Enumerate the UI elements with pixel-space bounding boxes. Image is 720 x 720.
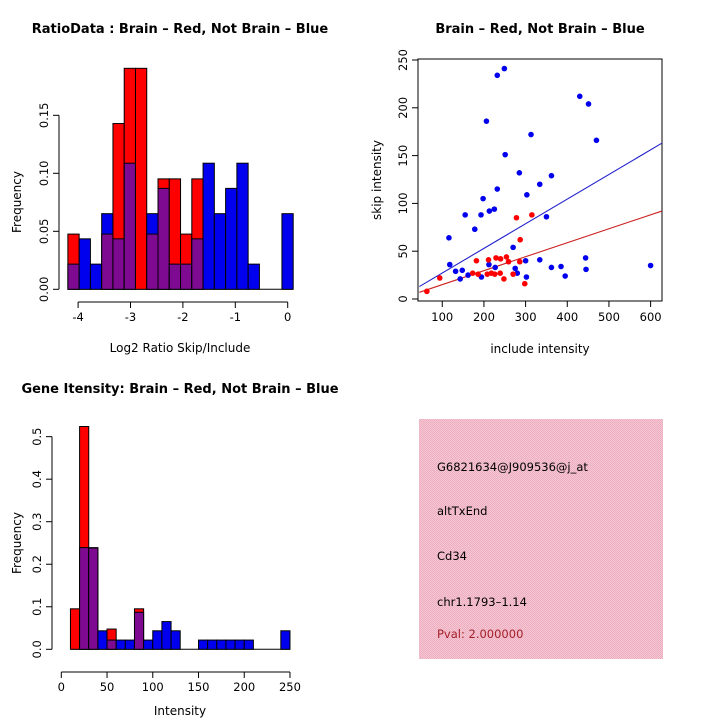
scatter-point-blue — [586, 101, 592, 107]
scatter-point-blue — [492, 265, 498, 271]
probe-id-text: G6821634@J909536@j_at — [437, 460, 588, 474]
scatter-title: Brain – Red, Not Brain – Blue — [435, 22, 645, 37]
histogram-bar — [125, 640, 134, 649]
scatter-point-blue — [583, 267, 589, 273]
scatter-point-red — [437, 275, 443, 281]
y-axis-tick-label: 50 — [396, 243, 410, 259]
scatter-point-blue — [486, 262, 492, 268]
scatter-point-blue — [524, 274, 530, 280]
histogram-bar — [235, 640, 244, 649]
histogram-bar — [203, 163, 214, 289]
gene-histogram-xlabel: Intensity — [153, 704, 207, 718]
gene-histogram-title: Gene Itensity: Brain – Red, Not Brain – Blue — [21, 382, 339, 397]
histogram-bar — [79, 239, 90, 289]
histogram-bar — [144, 640, 153, 649]
scatter-point-blue — [457, 276, 463, 282]
y-axis-tick-label: 0 — [396, 295, 410, 303]
scatter-point-blue — [549, 265, 555, 271]
histogram-bar — [282, 214, 293, 290]
x-axis-tick-label: 50 — [99, 680, 115, 694]
pval-text: Pval: 2.000000 — [437, 627, 524, 641]
scatter-point-red — [498, 256, 504, 262]
x-axis-tick-label: -4 — [72, 310, 84, 324]
x-axis-tick-label: 600 — [639, 310, 662, 324]
x-axis-tick-label: 200 — [472, 310, 495, 324]
y-axis-tick-label: 250 — [396, 49, 410, 71]
scatter-point-blue — [537, 257, 543, 263]
y-axis-tick-label: 150 — [396, 144, 410, 167]
scatter-point-blue — [558, 264, 564, 270]
scatter-point-blue — [537, 181, 543, 187]
histogram-overlap-bar — [89, 548, 98, 649]
histogram-overlap-bar — [192, 239, 203, 289]
scatter-point-blue — [549, 173, 555, 179]
scatter-point-red — [517, 237, 523, 243]
gene-histogram-plot-svg — [0, 360, 360, 720]
ratio-histogram-panel — [0, 0, 360, 360]
histogram-overlap-bar — [124, 163, 135, 289]
x-axis-tick-label: 500 — [597, 310, 620, 324]
histogram-overlap-bar — [181, 264, 192, 289]
y-axis-tick-label: 100 — [396, 192, 410, 215]
scatter-point-blue — [478, 212, 484, 218]
scatter-point-blue — [484, 118, 490, 124]
ratio-histogram-ylabel: Frequency — [10, 171, 24, 233]
histogram-overlap-bar — [169, 264, 180, 289]
scatter-point-blue — [446, 235, 452, 241]
scatter-point-blue — [562, 273, 568, 279]
y-axis-tick-label: 0.10 — [37, 160, 51, 187]
y-axis-tick-label: 0.00 — [37, 276, 51, 303]
histogram-overlap-bar — [113, 239, 124, 289]
scatter-point-blue — [480, 196, 486, 202]
x-axis-tick-label: 300 — [514, 310, 537, 324]
scatter-point-blue — [524, 192, 530, 198]
scatter-point-red — [522, 281, 528, 287]
y-axis-tick-label: 0.5 — [30, 427, 44, 446]
y-axis-tick-label: 200 — [396, 96, 410, 119]
scatter-point-blue — [502, 152, 508, 158]
x-axis-tick-label: -3 — [124, 310, 137, 324]
scatter-point-blue — [544, 214, 550, 220]
histogram-bar — [199, 640, 208, 649]
histogram-bar — [208, 640, 217, 649]
histogram-bar — [153, 631, 162, 650]
scatter-point-blue — [523, 258, 529, 264]
histogram-bar — [226, 640, 235, 649]
scatter-point-red — [470, 270, 476, 276]
scatter-ylabel: skip intensity — [370, 140, 384, 220]
histogram-bar — [226, 188, 237, 289]
scatter-point-blue — [472, 226, 478, 232]
x-axis-tick-label: 100 — [141, 680, 164, 694]
scatter-point-red — [504, 254, 510, 260]
info-panel — [360, 360, 720, 720]
scatter-point-blue — [510, 245, 516, 251]
scatter-point-red — [492, 271, 498, 277]
histogram-overlap-bar — [134, 612, 143, 649]
histogram-bar — [162, 622, 171, 650]
x-axis-tick-label: 200 — [233, 680, 256, 694]
scatter-point-red — [501, 276, 507, 282]
x-axis-tick-label: -2 — [177, 310, 189, 324]
x-axis-tick-label: 250 — [278, 680, 301, 694]
scatter-point-red — [474, 258, 480, 264]
scatter-point-blue — [512, 266, 518, 272]
histogram-bar — [237, 163, 248, 289]
ratio-histogram-plot-svg — [0, 0, 360, 360]
scatter-point-red — [529, 212, 535, 218]
scatter-panel — [360, 0, 720, 360]
info-box — [419, 419, 663, 659]
scatter-point-red — [517, 259, 523, 265]
x-axis-tick-label: 100 — [431, 310, 454, 324]
location-text: chr1.1793–1.14 — [437, 595, 527, 609]
scatter-plot-svg — [360, 0, 720, 360]
scatter-point-blue — [459, 268, 465, 274]
histogram-bar — [217, 640, 226, 649]
histogram-bar — [244, 640, 253, 649]
histogram-bar — [70, 609, 79, 649]
histogram-overlap-bar — [102, 234, 113, 289]
scatter-point-blue — [494, 186, 500, 192]
histogram-bar — [248, 264, 259, 289]
brain-fit-line — [419, 211, 662, 292]
scatter-xlabel: include intensity — [490, 342, 590, 356]
scatter-point-red — [475, 271, 481, 277]
histogram-overlap-bar — [158, 188, 169, 289]
scatter-point-blue — [517, 170, 523, 176]
scatter-point-blue — [487, 208, 493, 214]
ratio-histogram-title: RatioData : Brain – Red, Not Brain – Blue — [31, 22, 329, 37]
y-axis-tick-label: 0.0 — [30, 640, 44, 659]
scatter-point-blue — [528, 132, 534, 138]
scatter-point-blue — [447, 262, 453, 268]
scatter-point-blue — [494, 72, 500, 78]
histogram-overlap-bar — [80, 548, 89, 650]
y-axis-tick-label: 0.4 — [30, 470, 44, 489]
histogram-bar — [171, 631, 180, 650]
histogram-overlap-bar — [107, 640, 116, 649]
scatter-point-blue — [648, 263, 654, 269]
scatter-point-blue — [502, 66, 508, 72]
scatter-point-red — [510, 271, 516, 277]
gene-histogram-ylabel: Frequency — [10, 512, 24, 574]
x-axis-tick-label: 400 — [556, 310, 579, 324]
scatter-point-blue — [462, 212, 468, 218]
scatter-point-red — [486, 257, 492, 263]
y-axis-tick-label: 0.2 — [30, 555, 44, 574]
y-axis-tick-label: 0.3 — [30, 512, 44, 531]
histogram-bar — [135, 68, 146, 289]
scatter-point-blue — [453, 268, 459, 274]
gene-name-text: Cd34 — [437, 549, 467, 563]
scatter-point-blue — [594, 138, 600, 144]
histogram-bar — [90, 264, 101, 289]
histogram-bar — [116, 640, 125, 649]
histogram-overlap-bar — [68, 264, 79, 289]
histogram-bar — [214, 214, 225, 290]
scatter-point-red — [506, 259, 512, 265]
scatter-point-blue — [577, 94, 583, 100]
x-axis-tick-label: 0 — [284, 310, 292, 324]
scatter-point-red — [514, 215, 520, 221]
splice-type-text: altTxEnd — [437, 504, 488, 518]
histogram-bar — [98, 631, 107, 650]
scatter-point-blue — [492, 206, 498, 212]
x-axis-tick-label: -1 — [229, 310, 242, 324]
histogram-overlap-bar — [147, 234, 158, 289]
scatter-point-red — [424, 289, 430, 295]
x-axis-tick-label: 0 — [57, 680, 65, 694]
scatter-point-red — [497, 270, 503, 276]
gene-histogram-panel — [0, 360, 360, 720]
y-axis-tick-label: 0.05 — [37, 218, 51, 245]
histogram-bar — [281, 631, 290, 650]
y-axis-tick-label: 0.1 — [30, 597, 44, 616]
x-axis-tick-label: 150 — [187, 680, 210, 694]
scatter-point-blue — [583, 255, 589, 261]
plot-frame — [418, 59, 662, 301]
ratio-histogram-xlabel: Log2 Ratio Skip/Include — [109, 341, 251, 355]
not-brain-fit-line — [419, 143, 662, 286]
y-axis-tick-label: 0.15 — [37, 102, 51, 129]
